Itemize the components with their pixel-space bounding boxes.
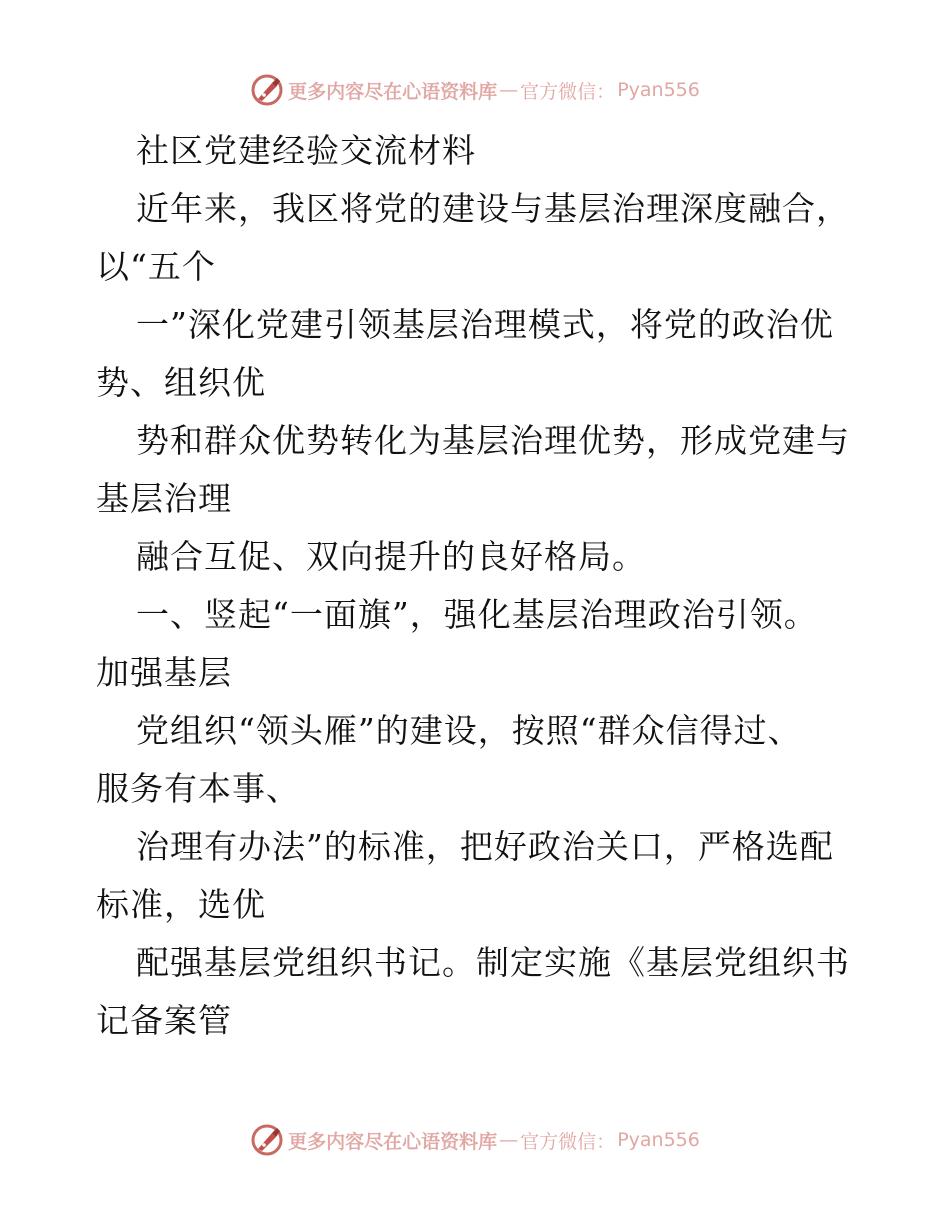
pen-nib-logo-icon bbox=[250, 1123, 284, 1157]
watermark-label: 官方微信： bbox=[520, 80, 616, 103]
watermark-id: Pyan556 bbox=[617, 79, 700, 101]
footer-watermark bbox=[0, 1120, 950, 1160]
pen-nib-logo-icon bbox=[250, 73, 284, 107]
watermark-dash: — bbox=[499, 79, 519, 101]
paragraph-line: 治理有办法”的标准，把好政治关口，严格选配 bbox=[136, 827, 834, 866]
watermark-id: Pyan556 bbox=[617, 1129, 700, 1151]
paragraph-line: 记备案管 bbox=[96, 1001, 232, 1040]
paragraph-line: 配强基层党组织书记。制定实施《基层党组织书 bbox=[136, 943, 850, 982]
paragraph-line: 势和群众优势转化为基层治理优势，形成党建与 bbox=[136, 421, 850, 460]
paragraph-line: 近年来，我区将党的建设与基层治理深度融合， bbox=[136, 189, 850, 228]
paragraph-line: 加强基层 bbox=[96, 653, 232, 692]
paragraph-line: 党组织“领头雁”的建设，按照“群众信得过、 bbox=[136, 711, 802, 750]
paragraph-line: 融合互促、双向提升的良好格局。 bbox=[136, 537, 646, 576]
paragraph-line: 以“五个 bbox=[96, 247, 216, 286]
watermark-label: 官方微信： bbox=[520, 1130, 616, 1153]
watermark-dash: — bbox=[499, 1129, 519, 1151]
document-body bbox=[96, 122, 866, 1050]
paragraph-line: 一”深化党建引领基层治理模式，将党的政治优 bbox=[136, 305, 834, 344]
paragraph-line: 势、组织优 bbox=[96, 363, 266, 402]
watermark-main-text: 更多内容尽在心语资料库 bbox=[288, 80, 498, 103]
paragraph-line: 服务有本事、 bbox=[96, 769, 300, 808]
paragraph-line: 一、竖起“一面旗”，强化基层治理政治引领。 bbox=[136, 595, 818, 634]
paragraph-line: 标准，选优 bbox=[96, 885, 266, 924]
header-watermark bbox=[0, 70, 950, 110]
document-title: 社区党建经验交流材料 bbox=[136, 131, 476, 170]
watermark-main-text: 更多内容尽在心语资料库 bbox=[288, 1130, 498, 1153]
paragraph-line: 基层治理 bbox=[96, 479, 232, 518]
